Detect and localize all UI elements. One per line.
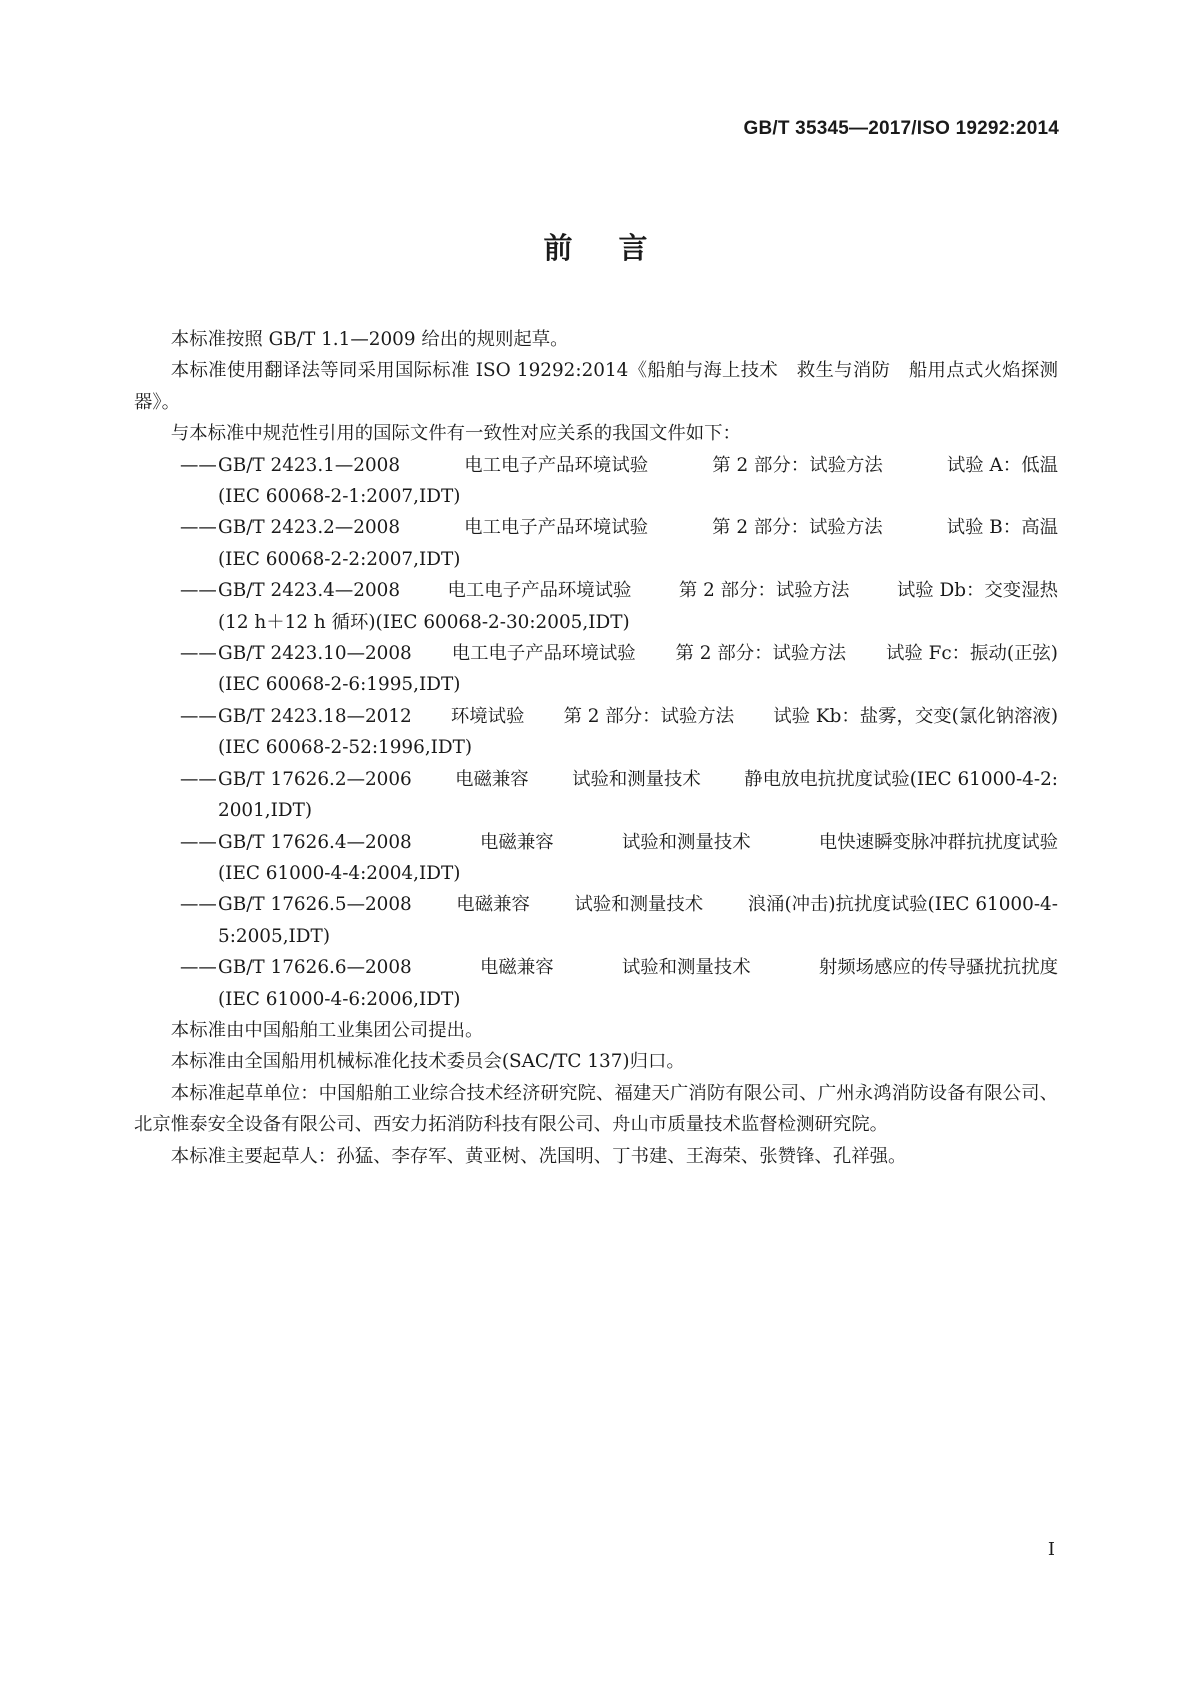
reference-iec: (IEC 61000-4-4:2004,IDT) <box>218 862 461 884</box>
reference-part: 第 2 部分：试验方法 <box>712 454 883 476</box>
reference-iec: (12 h＋12 h 循环)(IEC 60068-2-30:2005,IDT) <box>218 611 630 633</box>
reference-number: GB/T 17626.6—2008 <box>218 957 412 979</box>
reference-title: 电磁兼容 <box>480 957 554 979</box>
list-dash: —— <box>180 768 217 790</box>
list-item <box>134 575 1058 638</box>
reference-iec: (IEC 60068-2-1:2007,IDT) <box>218 486 461 508</box>
reference-test: 浪涌(冲击)抗扰度试验(IEC 61000-4- <box>747 894 1058 916</box>
reference-test: 试验 B：高温 <box>946 517 1058 539</box>
reference-number: GB/T 2423.18—2012 <box>218 705 412 727</box>
reference-iec: 5:2005,IDT) <box>218 925 330 947</box>
reference-title: 电工电子产品环境试验 <box>464 454 649 476</box>
reference-number: GB/T 2423.4—2008 <box>218 580 401 602</box>
reference-title: 电磁兼容 <box>480 831 554 853</box>
reference-part: 第 2 部分：试验方法 <box>678 580 850 602</box>
reference-test: 射频场感应的传导骚扰抗扰度 <box>818 957 1058 979</box>
list-item <box>134 701 1058 764</box>
list-dash: —— <box>180 517 217 539</box>
list-dash: —— <box>180 454 217 476</box>
list-dash: —— <box>180 957 217 979</box>
document-body <box>134 324 1058 1172</box>
page-title: 前言 <box>543 231 694 265</box>
reference-test: 试验 Kb：盐雾，交变(氯化钠溶液) <box>773 705 1058 727</box>
list-item <box>134 638 1058 701</box>
reference-iec: (IEC 60068-2-52:1996,IDT) <box>218 737 473 759</box>
reference-iec: 2001,IDT) <box>218 800 313 822</box>
list-item <box>134 952 1058 1015</box>
list-dash: —— <box>180 831 217 853</box>
reference-title: 电工电子产品环境试验 <box>447 580 632 602</box>
list-dash: —— <box>180 643 217 665</box>
reference-number: GB/T 17626.4—2008 <box>218 831 412 853</box>
list-item <box>134 512 1058 575</box>
reference-title: 电磁兼容 <box>456 894 530 916</box>
reference-part: 试验和测量技术 <box>621 957 751 979</box>
paragraph-drafting-rules: 本标准按照 GB/T 1.1—2009 给出的规则起草。 <box>170 329 569 350</box>
reference-title: 电工电子产品环境试验 <box>464 517 649 539</box>
standard-code-header: GB/T 35345—2017/ISO 19292:2014 <box>743 118 1059 139</box>
reference-iec: (IEC 60068-2-6:1995,IDT) <box>218 674 461 696</box>
list-item <box>134 450 1058 513</box>
reference-part: 试验和测量技术 <box>621 831 751 853</box>
paragraph-adoption: 本标准使用翻译法等同采用国际标准 ISO 19292:2014《船舶与海上技术 救生与消防 船用点式火焰探测器》。 <box>134 360 1058 413</box>
reference-title: 电工电子产品环境试验 <box>451 643 636 665</box>
paragraph-drafters: 本标准主要起草人：孙猛、李存军、黄亚树、冼国明、丁书建、王海荣、张赞锋、孔祥强。 <box>170 1145 907 1167</box>
reference-test: 试验 Fc：振动(正弦) <box>885 643 1058 665</box>
reference-title: 电磁兼容 <box>455 768 529 790</box>
list-dash: —— <box>180 894 217 916</box>
reference-iec: (IEC 60068-2-2:2007,IDT) <box>218 548 461 570</box>
reference-number: GB/T 17626.5—2008 <box>218 894 412 916</box>
reference-iec: (IEC 61000-4-6:2006,IDT) <box>218 988 461 1010</box>
page-number: I <box>1047 1539 1055 1560</box>
paragraph-drafting-units: 本标准起草单位：中国船舶工业综合技术经济研究院、福建天广消防有限公司、广州永鸿消防设备有限公司、北京惟泰安全设备有限公司、西安力拓消防科技有限公司、舟山市质量技术监督检测研究院。 <box>134 1082 1058 1136</box>
reference-number: GB/T 2423.1—2008 <box>218 454 401 476</box>
list-item <box>134 889 1058 952</box>
reference-part: 试验和测量技术 <box>572 768 701 790</box>
reference-test: 试验 A：低温 <box>946 454 1058 476</box>
reference-number: GB/T 2423.10—2008 <box>218 643 412 665</box>
paragraph-reference-intro: 与本标准中规范性引用的国际文件有一致性对应关系的我国文件如下： <box>170 423 741 445</box>
reference-test: 静电放电抗扰度试验(IEC 61000-4-2: <box>744 768 1058 790</box>
reference-part: 试验和测量技术 <box>574 894 704 916</box>
reference-part: 第 2 部分：试验方法 <box>675 643 847 665</box>
reference-part: 第 2 部分：试验方法 <box>563 705 735 727</box>
list-item <box>134 764 1058 827</box>
list-dash: —— <box>180 580 217 602</box>
list-item <box>134 827 1058 890</box>
reference-number: GB/T 2423.2—2008 <box>218 517 401 539</box>
reference-part: 第 2 部分：试验方法 <box>712 517 883 539</box>
reference-number: GB/T 17626.2—2006 <box>218 768 412 790</box>
paragraph-managed-by: 本标准由全国船用机械标准化技术委员会(SAC/TC 137)归口。 <box>170 1051 685 1073</box>
reference-list <box>134 450 1058 1015</box>
reference-test: 试验 Db：交变湿热 <box>896 580 1058 602</box>
paragraph-proposed-by: 本标准由中国船舶工业集团公司提出。 <box>170 1019 484 1041</box>
list-dash: —— <box>180 705 217 727</box>
reference-title: 环境试验 <box>450 705 525 727</box>
reference-test: 电快速瞬变脉冲群抗扰度试验 <box>818 831 1058 853</box>
